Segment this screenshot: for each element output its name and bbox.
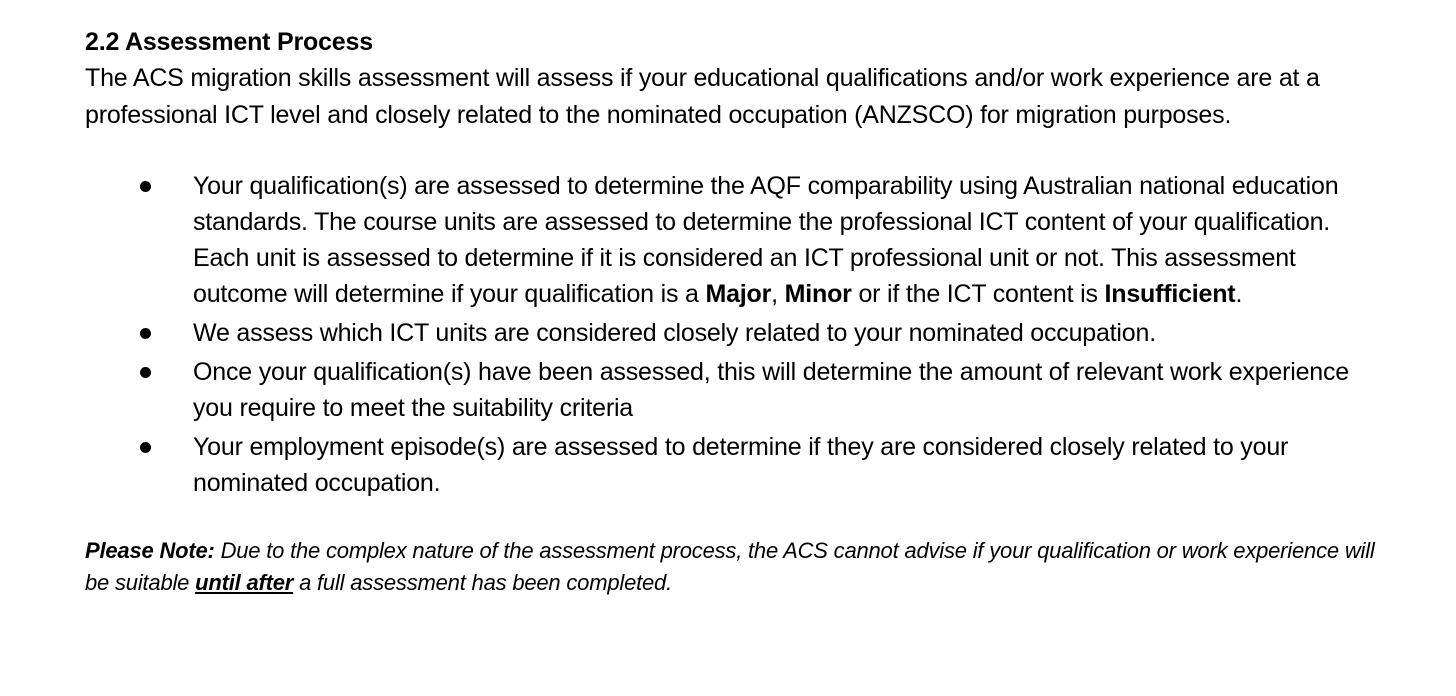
- bullet-icon: [140, 367, 151, 378]
- document-page: [85, 24, 1385, 599]
- bullet-text: Once your qualification(s) have been assessed, this will determine the amount of relevant work experience you require to meet the suitability criteria: [193, 358, 1350, 422]
- bullet-icon: [140, 181, 151, 192]
- bold-term-major: Major: [705, 280, 772, 308]
- bold-term-minor: Minor: [784, 280, 852, 308]
- please-note: [85, 535, 1385, 599]
- bullet-icon: [140, 442, 151, 453]
- section-intro: The ACS migration skills assessment will assess if your educational qualifications and/or work experience are at a professional ICT level and closely related to the nominated occupation (ANZSCO) for migration purposes.: [85, 64, 1320, 129]
- bullet-item-employment-episodes: [85, 429, 1385, 501]
- bullet-list: [85, 168, 1385, 501]
- note-text: Due to the complex nature of the assessment process, the ACS cannot advise if your qualification or work experience will be suitable: [85, 538, 1375, 595]
- bullet-text: ,: [771, 280, 785, 308]
- bullet-icon: [140, 328, 151, 339]
- section-heading: 2.2 Assessment Process: [85, 28, 373, 56]
- bullet-item-ict-units: [85, 315, 1385, 351]
- bullet-text: We assess which ICT units are considered closely related to your nominated occupation.: [193, 319, 1156, 347]
- note-label: Please Note:: [85, 538, 215, 563]
- bullet-text: Your qualification(s) are assessed to determine the AQF comparability using Australian national education standards. The course units are assessed to determine the professional ICT content of your qualification. Each unit is assessed to determine if it is considered an ICT professional unit or not. This assessment outcome will determine if your qualification is a: [193, 172, 1339, 308]
- bullet-text: .: [1235, 280, 1243, 308]
- bullet-item-qualification-assessment: [85, 168, 1385, 312]
- bold-term-insufficient: Insufficient: [1104, 280, 1236, 308]
- note-text-end: a full assessment has been completed.: [293, 570, 672, 595]
- bullet-text: Your employment episode(s) are assessed to determine if they are considered closely related to your nominated occupation.: [193, 433, 1289, 497]
- bullet-item-work-experience: [85, 354, 1385, 426]
- bullet-text: or if the ICT content is: [851, 280, 1105, 308]
- note-emphasis: until after: [195, 570, 294, 595]
